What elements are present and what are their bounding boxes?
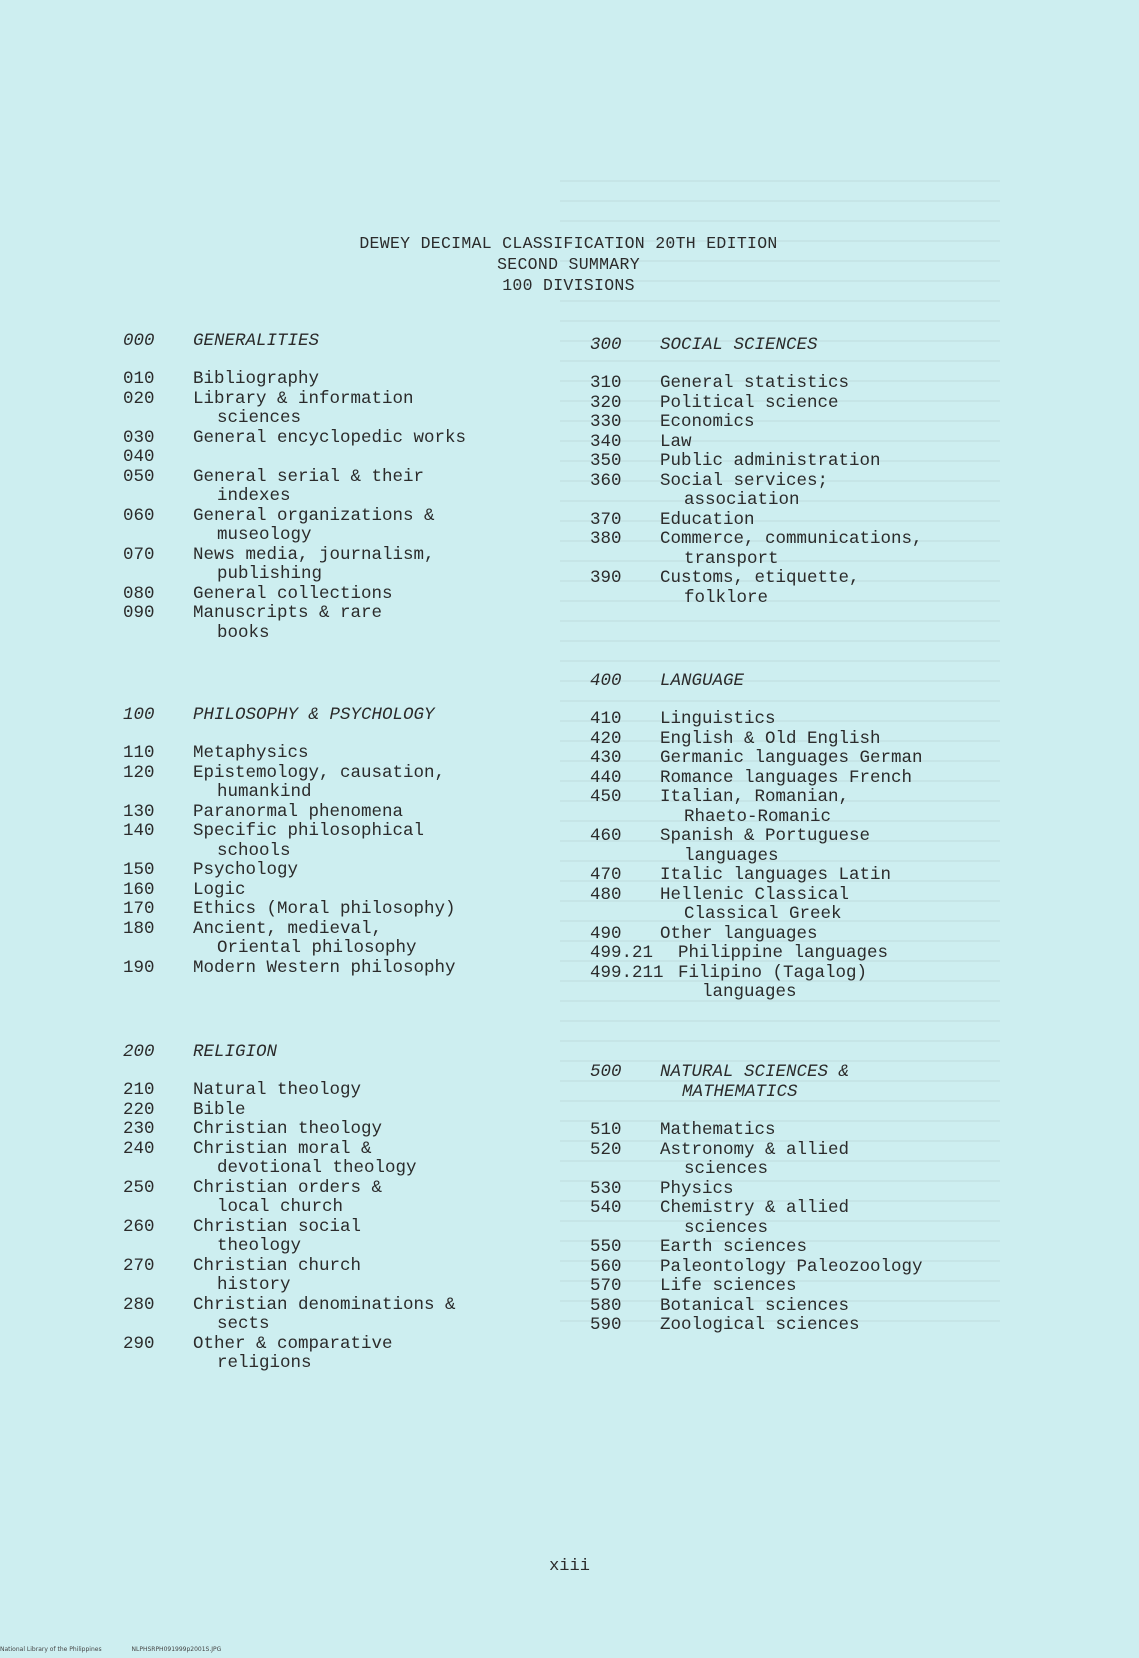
heading-label: LANGUAGE	[660, 671, 745, 691]
division-name: Botanical sciences	[660, 1295, 850, 1316]
division-name: local church	[217, 1197, 344, 1217]
section-400	[590, 671, 1010, 1003]
division-name: Life sciences	[660, 1276, 797, 1296]
division-entry	[590, 1238, 1010, 1258]
division-entry	[590, 925, 1010, 945]
division-name: Natural theology	[193, 1080, 362, 1100]
division-entry	[590, 730, 1010, 750]
division-name: English & Old English	[660, 728, 881, 749]
section-heading-continued	[590, 1082, 1010, 1102]
footer-filename: NLPHSRPH091999p2001S.JPG	[131, 1646, 222, 1653]
division-entry	[123, 764, 543, 803]
division-code: 370	[590, 509, 622, 530]
division-name: News media, journalism,	[193, 544, 435, 565]
division-entry	[590, 511, 1010, 531]
division-name: schools	[217, 840, 291, 861]
division-entry	[590, 788, 1010, 827]
division-entry	[123, 390, 543, 429]
division-code: 070	[123, 544, 155, 565]
division-code: 220	[123, 1099, 155, 1120]
division-code: 499.211	[590, 962, 664, 983]
section-heading	[590, 335, 1010, 355]
division-entry	[123, 1120, 543, 1140]
division-code: 180	[123, 918, 155, 939]
division-code: 190	[123, 957, 155, 978]
division-code: 480	[590, 884, 622, 905]
division-code: 350	[590, 451, 622, 471]
division-name: Other languages	[660, 923, 818, 944]
division-code: 540	[590, 1198, 622, 1218]
division-entry	[590, 1199, 1010, 1238]
division-code: 320	[590, 392, 622, 413]
heading-label: RELIGION	[193, 1042, 278, 1062]
division-name: Epistemology, causation,	[193, 762, 446, 783]
division-name: Physics	[660, 1178, 734, 1199]
division-code: 230	[123, 1119, 155, 1139]
title-line-3: 100 DIVISIONS	[502, 276, 635, 295]
section-300	[590, 335, 1010, 608]
heading-label-2: MATHEMATICS	[682, 1082, 798, 1102]
division-entry	[590, 749, 1010, 769]
division-name: sciences	[684, 1159, 769, 1179]
division-entry	[123, 1101, 543, 1121]
division-name: Political science	[660, 392, 839, 413]
division-name: theology	[217, 1236, 302, 1256]
division-code: 280	[123, 1294, 155, 1315]
division-code: 380	[590, 529, 622, 549]
division-code: 240	[123, 1138, 155, 1159]
section-heading	[123, 705, 543, 725]
division-entry	[590, 530, 1010, 569]
division-code: 520	[590, 1139, 622, 1160]
footer-library: National Library of the Philippines	[0, 1646, 102, 1653]
division-name: publishing	[217, 564, 323, 584]
division-name: General statistics	[660, 373, 850, 393]
scan-footer	[0, 1646, 249, 1653]
heading-label: NATURAL SCIENCES &	[660, 1062, 850, 1082]
section-heading	[123, 1042, 543, 1062]
division-entry	[123, 604, 543, 643]
division-code: 410	[590, 709, 622, 729]
division-entry	[590, 413, 1010, 433]
division-name: religions	[217, 1353, 312, 1373]
division-entry	[590, 1121, 1010, 1141]
division-code: 040	[123, 447, 155, 467]
division-entry	[123, 546, 543, 585]
heading-label: SOCIAL SCIENCES	[660, 335, 818, 355]
division-entry	[590, 1297, 1010, 1317]
division-entry	[123, 744, 543, 764]
division-entry	[590, 964, 1010, 1003]
division-entry	[123, 803, 543, 823]
division-code: 490	[590, 923, 622, 944]
division-name: sciences	[684, 1217, 769, 1238]
division-code: 140	[123, 821, 155, 841]
division-entry	[123, 585, 543, 605]
division-name: Astronomy & allied	[660, 1139, 850, 1160]
division-code: 420	[590, 728, 622, 749]
division-entry	[590, 569, 1010, 608]
section-100	[123, 705, 543, 978]
division-entry	[123, 822, 543, 861]
division-code: 460	[590, 826, 622, 846]
division-name: Other & comparative	[193, 1333, 393, 1354]
division-name: Commerce, communications,	[660, 529, 923, 549]
division-name: languages	[702, 982, 797, 1002]
division-entry	[590, 1180, 1010, 1200]
division-code: 290	[123, 1333, 155, 1354]
division-code: 270	[123, 1255, 155, 1276]
division-name: devotional theology	[217, 1158, 417, 1178]
division-entry	[123, 920, 543, 959]
division-entry	[590, 1277, 1010, 1297]
division-name: history	[217, 1275, 291, 1295]
division-entry	[123, 468, 543, 507]
division-name: Social services;	[660, 470, 829, 491]
division-entry	[590, 433, 1010, 453]
division-name: Ethics (Moral philosophy)	[193, 899, 456, 919]
division-name: Oriental philosophy	[217, 938, 417, 958]
division-name: Italic languages Latin	[660, 865, 892, 885]
division-name: Linguistics	[660, 709, 776, 729]
division-entry	[123, 959, 543, 979]
division-name: Bible	[193, 1099, 246, 1120]
division-entry	[590, 452, 1010, 472]
division-code: 210	[123, 1080, 155, 1100]
division-entry	[123, 1218, 543, 1257]
division-name: Modern Western philosophy	[193, 957, 456, 978]
page-number: xiii	[549, 1557, 590, 1576]
section-000	[123, 331, 543, 643]
division-code: 310	[590, 373, 622, 393]
division-entry	[590, 1141, 1010, 1180]
division-code: 120	[123, 762, 155, 783]
division-name: General organizations &	[193, 505, 435, 526]
division-name: Spanish & Portuguese	[660, 826, 871, 846]
division-entry	[590, 769, 1010, 789]
division-code: 160	[123, 879, 155, 900]
division-name: Christian social	[193, 1216, 362, 1237]
division-code: 570	[590, 1276, 622, 1296]
section-heading	[590, 671, 1010, 691]
division-name: Psychology	[193, 860, 299, 880]
division-name: Mathematics	[660, 1120, 776, 1140]
division-name: Specific philosophical	[193, 821, 425, 841]
division-name: Earth sciences	[660, 1237, 808, 1257]
section-heading	[590, 1062, 1010, 1082]
division-name: Philippine languages	[678, 943, 889, 963]
division-name: transport	[684, 548, 779, 569]
division-name: Hellenic Classical	[660, 884, 850, 905]
heading-label: PHILOSOPHY & PSYCHOLOGY	[193, 705, 435, 725]
division-entry	[123, 370, 543, 390]
heading-label: GENERALITIES	[193, 331, 320, 351]
division-code: 150	[123, 860, 155, 880]
division-code: 440	[590, 767, 622, 788]
division-name: Metaphysics	[193, 743, 309, 763]
division-name: Library & information	[193, 388, 414, 409]
heading-code: 400	[590, 671, 622, 691]
division-code: 020	[123, 388, 155, 409]
division-name: Public administration	[660, 451, 881, 471]
division-name: books	[217, 622, 270, 643]
division-name: Christian denominations &	[193, 1294, 456, 1315]
division-name: Christian moral &	[193, 1138, 372, 1159]
division-code: 010	[123, 369, 155, 389]
division-code: 030	[123, 427, 155, 448]
division-code: 130	[123, 801, 155, 822]
division-name: Ancient, medieval,	[193, 918, 383, 939]
division-code: 450	[590, 787, 622, 807]
division-entry	[123, 900, 543, 920]
division-name: General encyclopedic works	[193, 427, 467, 448]
section-200	[123, 1042, 543, 1374]
division-entry	[590, 1258, 1010, 1278]
division-name: General collections	[193, 583, 393, 604]
division-entry	[590, 944, 1010, 964]
division-name: Zoological sciences	[660, 1315, 860, 1335]
division-name: Christian orders &	[193, 1177, 383, 1198]
division-entry	[590, 1316, 1010, 1336]
division-code: 080	[123, 583, 155, 604]
division-code: 360	[590, 470, 622, 491]
division-name: Economics	[660, 412, 755, 432]
division-name: Customs, etiquette,	[660, 568, 860, 588]
document-title	[0, 233, 1139, 296]
section-heading	[123, 331, 543, 351]
division-entry	[123, 1140, 543, 1179]
division-name: Romance languages French	[660, 767, 913, 788]
division-code: 340	[590, 431, 622, 452]
division-name: sects	[217, 1314, 270, 1334]
division-code: 590	[590, 1315, 622, 1335]
division-name: Chemistry & allied	[660, 1198, 850, 1218]
division-code: 550	[590, 1237, 622, 1257]
division-entry	[590, 710, 1010, 730]
division-name: Italian, Romanian,	[660, 787, 850, 807]
division-entry	[590, 886, 1010, 925]
division-name: Education	[660, 509, 755, 530]
division-name: Christian theology	[193, 1119, 383, 1139]
division-code: 470	[590, 865, 622, 885]
division-code: 170	[123, 899, 155, 919]
division-code: 050	[123, 466, 155, 487]
division-code: 510	[590, 1120, 622, 1140]
division-entry	[123, 1296, 543, 1335]
division-name: Rhaeto-Romanic	[684, 806, 832, 827]
division-name: Germanic languages German	[660, 748, 923, 768]
division-entry	[590, 374, 1010, 394]
division-entry	[123, 1257, 543, 1296]
division-code: 060	[123, 505, 155, 526]
division-entry	[123, 861, 543, 881]
division-code: 250	[123, 1177, 155, 1198]
division-name: folklore	[684, 587, 769, 608]
division-entry	[590, 866, 1010, 886]
division-code: 260	[123, 1216, 155, 1237]
division-code: 330	[590, 412, 622, 432]
division-name: Law	[660, 431, 692, 452]
division-name: sciences	[217, 408, 302, 428]
division-entry	[123, 881, 543, 901]
division-name: Classical Greek	[684, 904, 842, 924]
division-code: 560	[590, 1256, 622, 1277]
division-name: languages	[684, 845, 779, 866]
division-code: 430	[590, 748, 622, 768]
division-name: Christian church	[193, 1255, 362, 1276]
division-code: 580	[590, 1295, 622, 1316]
section-500	[590, 1062, 1010, 1336]
division-code: 499.21	[590, 943, 654, 963]
division-name: Bibliography	[193, 369, 320, 389]
division-name: Paranormal phenomena	[193, 801, 404, 822]
heading-code: 300	[590, 335, 622, 355]
division-code: 390	[590, 568, 622, 588]
division-name: museology	[217, 525, 312, 545]
heading-code: 000	[123, 331, 155, 351]
title-line-1: DEWEY DECIMAL CLASSIFICATION 20TH EDITION	[359, 234, 778, 253]
division-name: Paleontology Paleozoology	[660, 1256, 923, 1277]
division-entry	[123, 1335, 543, 1374]
heading-code: 500	[590, 1062, 622, 1082]
title-line-2: SECOND SUMMARY	[497, 255, 640, 274]
division-entry	[123, 507, 543, 546]
division-entry	[123, 1179, 543, 1218]
division-entry	[590, 472, 1010, 511]
heading-code: 100	[123, 705, 155, 725]
division-name: Filipino (Tagalog)	[678, 962, 868, 983]
division-entry	[123, 1081, 543, 1101]
division-code: 090	[123, 603, 155, 623]
division-entry	[123, 448, 543, 468]
division-entry	[123, 429, 543, 449]
division-name: General serial & their	[193, 466, 425, 487]
heading-code: 200	[123, 1042, 155, 1062]
division-name: association	[684, 490, 800, 510]
division-name: Logic	[193, 879, 246, 900]
division-name: Manuscripts & rare	[193, 603, 383, 623]
division-entry	[590, 394, 1010, 414]
division-entry	[590, 827, 1010, 866]
division-code: 110	[123, 743, 155, 763]
division-name: humankind	[217, 782, 312, 802]
division-code: 530	[590, 1178, 622, 1199]
division-name: indexes	[217, 486, 291, 506]
